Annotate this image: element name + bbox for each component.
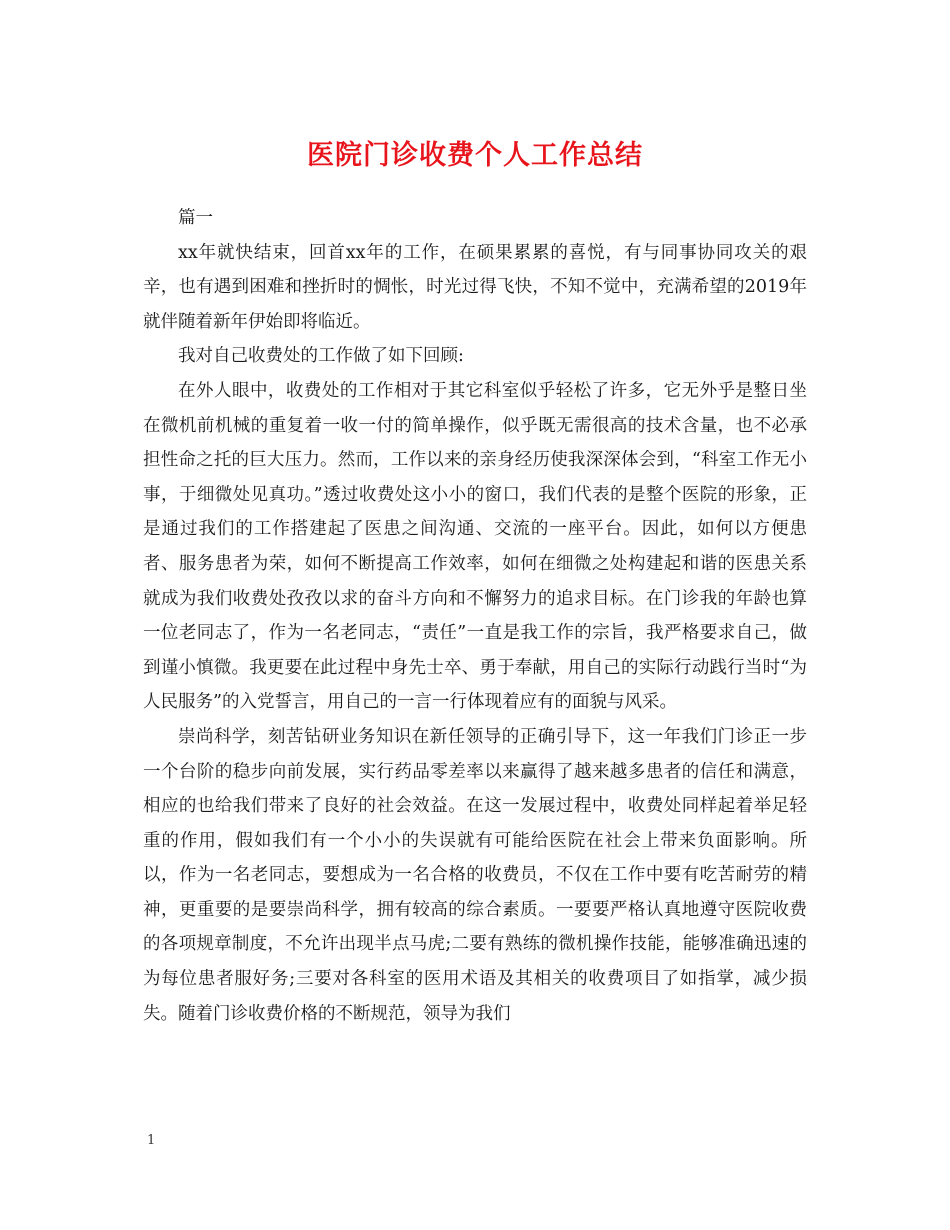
paragraph: 崇尚科学，刻苦钻研业务知识在新任领导的正确引导下，这一年我们门诊正一步一个台阶的稳步向前发展，实行药品零差率以来赢得了越来越多患者的信任和满意，相应的也给我们带来了良好的社会效益。在这一发展过程中，收费处同样起着举足轻重的作用，假如我们有一个小小的失误就有可能给医院在社会上带来负面影响。所以，作为一名老同志，要想成为一名合格的收费员，不仅在工作中要有吃苦耐劳的精神，更重要的是要崇尚科学，拥有较高的综合素质。一要要严格认真地遵守医院收费的各项规章制度，不允许出现半点马虎;二要有熟练的微机操作技能，能够准确迅速的为每位患者服好务;三要对各科室的医用术语及其相关的收费项目了如指掌，减少损失。随着门诊收费价格的不断规范，领导为我们	[143, 726, 807, 1024]
section-heading: 篇一	[178, 208, 213, 228]
paragraph: 在外人眼中，收费处的工作相对于其它科室似乎轻松了许多，它无外乎是整日坐在微机前机械的重复着一收一付的简单操作，似乎既无需很高的技术含量，也不必承担性命之托的巨大压力。然而，工作以来的亲身经历使我深深体会到，“科室工作无小事，于细微处见真功。”透过收费处这小小的窗口，我们代表的是整个医院的形象，正是通过我们的工作搭建起了医患之间沟通、交流的一座平台。因此，如何以方便患者、服务患者为荣，如何不断提高工作效率，如何在细微之处构建起和谐的医患关系就成为我们收费处孜孜以求的奋斗方向和不懈努力的追求目标。在门诊我的年龄也算一位老同志了，作为一名老同志，“责任”一直是我工作的宗旨，我严格要求自己，做到谨小慎微。我更要在此过程中身先士卒、勇于奉献，用自己的实际行动践行当时“为人民服务”的入党誓言，用自己的一言一行体现着应有的面貌与风采。	[143, 380, 807, 713]
document-body	[143, 201, 807, 1031]
paragraph: 我对自己收费处的工作做了如下回顾:	[178, 346, 464, 367]
page-number: 1	[147, 1133, 156, 1148]
document-title: 医院门诊收费个人工作总结	[307, 140, 643, 171]
paragraph: xx年就快结束，回首xx年的工作，在硕果累累的喜悦，有与同事协同攻关的艰辛，也有遇到困难和挫折时的惆怅，时光过得飞快，不知不觉中，充满希望的2019年就伴随着新年伊始即将临近。	[143, 242, 807, 332]
